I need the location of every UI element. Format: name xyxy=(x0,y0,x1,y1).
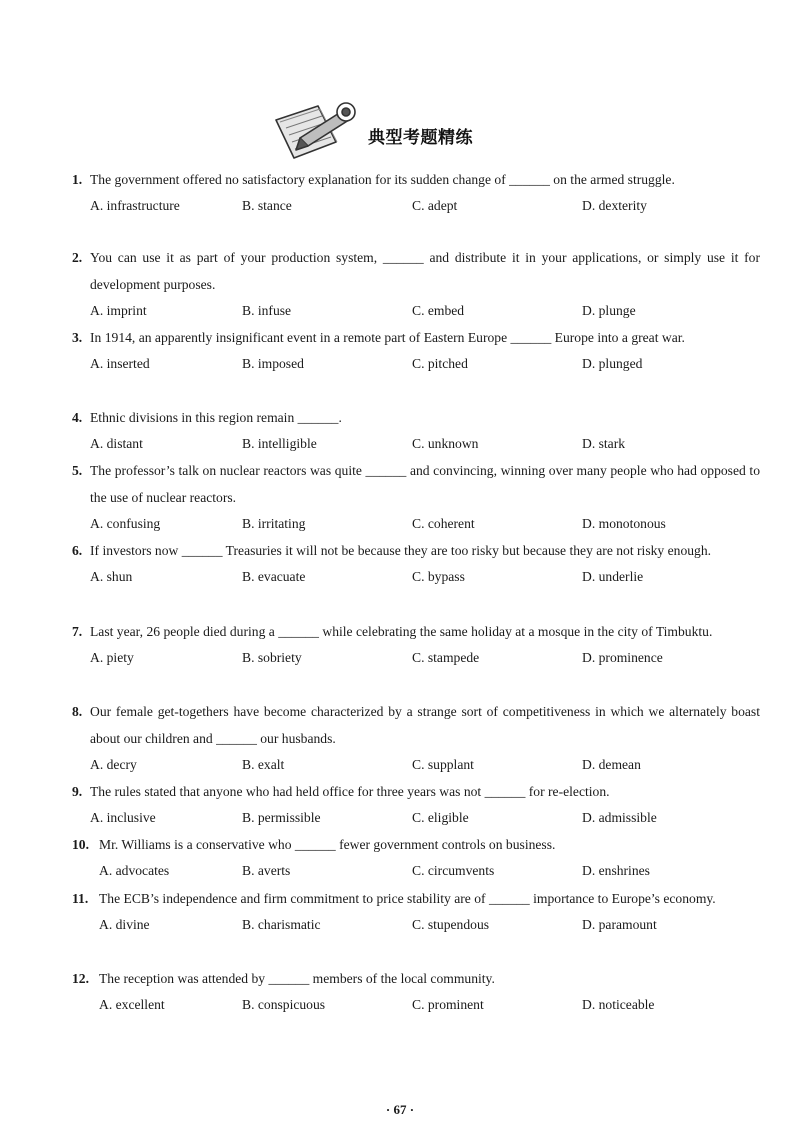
question-9 xyxy=(72,778,760,831)
question-text: If investors now ______ Treasuries it will not be because they are too risky but because they are not risky enough. xyxy=(90,543,712,558)
question-number: 11. xyxy=(72,891,89,906)
option-a[interactable]: A. shun xyxy=(90,569,133,584)
question-number: 1. xyxy=(72,172,83,187)
option-a[interactable]: A. confusing xyxy=(90,516,161,531)
answer-options xyxy=(72,752,760,778)
option-c[interactable]: C. unknown xyxy=(412,436,479,451)
question-4 xyxy=(72,404,760,457)
section-title: 典型考题精练 xyxy=(368,128,473,148)
answer-options xyxy=(72,992,760,1018)
option-b[interactable]: B. exalt xyxy=(242,757,285,772)
question-text: The government offered no satisfactory explanation for its sudden change of ______ on the armed struggle. xyxy=(90,172,675,187)
question-stem xyxy=(72,965,760,992)
option-d[interactable]: D. noticeable xyxy=(582,997,655,1012)
option-b[interactable]: B. stance xyxy=(242,198,292,213)
option-a[interactable]: A. decry xyxy=(90,757,137,772)
question-number: 2. xyxy=(72,250,83,265)
page-number: · 67 · xyxy=(385,1102,415,1117)
option-b[interactable]: B. averts xyxy=(242,863,291,878)
question-stem xyxy=(72,324,760,351)
question-text: The reception was attended by ______ members of the local community. xyxy=(99,971,495,986)
question-stem xyxy=(72,404,760,431)
question-number: 7. xyxy=(72,624,83,639)
question-10 xyxy=(72,831,760,884)
question-8 xyxy=(72,698,760,778)
option-d[interactable]: D. enshrines xyxy=(582,863,650,878)
option-c[interactable]: C. bypass xyxy=(412,569,465,584)
question-stem xyxy=(72,166,760,193)
question-number: 4. xyxy=(72,410,83,425)
option-b[interactable]: B. evacuate xyxy=(242,569,306,584)
question-number: 8. xyxy=(72,704,83,719)
option-d[interactable]: D. monotonous xyxy=(582,516,666,531)
option-d[interactable]: D. prominence xyxy=(582,650,663,665)
question-6 xyxy=(72,537,760,590)
answer-options xyxy=(72,431,760,457)
option-a[interactable]: A. piety xyxy=(90,650,134,665)
question-text: In 1914, an apparently insignificant event in a remote part of Eastern Europe ______ Europe into a great war. xyxy=(90,330,685,345)
question-stem xyxy=(72,618,760,645)
option-d[interactable]: D. stark xyxy=(582,436,626,451)
option-d[interactable]: D. demean xyxy=(582,757,641,772)
answer-options xyxy=(72,351,760,377)
option-b[interactable]: B. charismatic xyxy=(242,917,321,932)
question-1 xyxy=(72,166,760,219)
option-a[interactable]: A. excellent xyxy=(99,997,165,1012)
answer-options xyxy=(72,193,760,219)
option-c[interactable]: C. stupendous xyxy=(412,917,490,932)
question-text: Our female get-togethers have become characterized by a strange sort of competitiveness in which we alternately boast about our children and ______ our husbands. xyxy=(90,704,760,746)
option-d[interactable]: D. plunged xyxy=(582,356,643,371)
question-number: 3. xyxy=(72,330,83,345)
option-a[interactable]: A. divine xyxy=(99,917,150,932)
question-stem xyxy=(72,831,760,858)
option-b[interactable]: B. conspicuous xyxy=(242,997,326,1012)
answer-options xyxy=(72,858,760,884)
option-a[interactable]: A. infrastructure xyxy=(90,198,180,213)
question-text: Last year, 26 people died during a ______ while celebrating the same holiday at a mosque in the city of Timbuktu. xyxy=(90,624,713,639)
option-a[interactable]: A. advocates xyxy=(99,863,170,878)
option-c[interactable]: C. stampede xyxy=(412,650,480,665)
question-text: The professor’s talk on nuclear reactors was quite ______ and convincing, winning over many people who had opposed to the use of nuclear reactors. xyxy=(90,463,760,505)
answer-options xyxy=(72,298,760,324)
option-d[interactable]: D. underlie xyxy=(582,569,644,584)
option-c[interactable]: C. embed xyxy=(412,303,465,318)
notepad-pen-icon xyxy=(270,98,366,164)
option-b[interactable]: B. permissible xyxy=(242,810,321,825)
question-stem xyxy=(72,457,760,511)
option-a[interactable]: A. distant xyxy=(90,436,143,451)
option-b[interactable]: B. imposed xyxy=(242,356,304,371)
option-c[interactable]: C. coherent xyxy=(412,516,475,531)
question-2 xyxy=(72,244,760,324)
question-5 xyxy=(72,457,760,537)
question-text: The rules stated that anyone who had held office for three years was not ______ for re-election. xyxy=(90,784,610,799)
question-number: 10. xyxy=(72,837,89,852)
question-text: The ECB’s independence and firm commitment to price stability are of ______ importance to Europe’s economy. xyxy=(99,891,716,906)
option-c[interactable]: C. supplant xyxy=(412,757,474,772)
question-text: Mr. Williams is a conservative who ______ fewer government controls on business. xyxy=(99,837,556,852)
option-a[interactable]: A. inclusive xyxy=(90,810,156,825)
question-text: You can use it as part of your production system, ______ and distribute it in your applications, or simply use it for development purposes. xyxy=(90,250,760,292)
question-number: 9. xyxy=(72,784,83,799)
question-stem xyxy=(72,778,760,805)
option-d[interactable]: D. admissible xyxy=(582,810,657,825)
option-a[interactable]: A. imprint xyxy=(90,303,147,318)
section-header xyxy=(270,98,530,168)
question-number: 5. xyxy=(72,463,83,478)
answer-options xyxy=(72,511,760,537)
option-d[interactable]: D. paramount xyxy=(582,917,657,932)
option-c[interactable]: C. circumvents xyxy=(412,863,495,878)
answer-options xyxy=(72,912,760,938)
option-d[interactable]: D. dexterity xyxy=(582,198,647,213)
option-c[interactable]: C. adept xyxy=(412,198,458,213)
answer-options xyxy=(72,645,760,671)
option-d[interactable]: D. plunge xyxy=(582,303,636,318)
question-stem xyxy=(72,698,760,752)
option-a[interactable]: A. inserted xyxy=(90,356,150,371)
question-text: Ethnic divisions in this region remain ______. xyxy=(90,410,342,425)
answer-options xyxy=(72,805,760,831)
question-number: 6. xyxy=(72,543,83,558)
question-stem xyxy=(72,537,760,564)
question-stem xyxy=(72,244,760,298)
answer-options xyxy=(72,564,760,590)
question-11 xyxy=(72,885,760,938)
question-stem xyxy=(72,885,760,912)
question-3 xyxy=(72,324,760,377)
question-12 xyxy=(72,965,760,1018)
option-b[interactable]: B. infuse xyxy=(242,303,292,318)
option-c[interactable]: C. prominent xyxy=(412,997,484,1012)
question-7 xyxy=(72,618,760,671)
option-b[interactable]: B. irritating xyxy=(242,516,306,531)
option-c[interactable]: C. pitched xyxy=(412,356,468,371)
question-number: 12. xyxy=(72,971,89,986)
option-c[interactable]: C. eligible xyxy=(412,810,469,825)
option-b[interactable]: B. intelligible xyxy=(242,436,317,451)
option-b[interactable]: B. sobriety xyxy=(242,650,302,665)
